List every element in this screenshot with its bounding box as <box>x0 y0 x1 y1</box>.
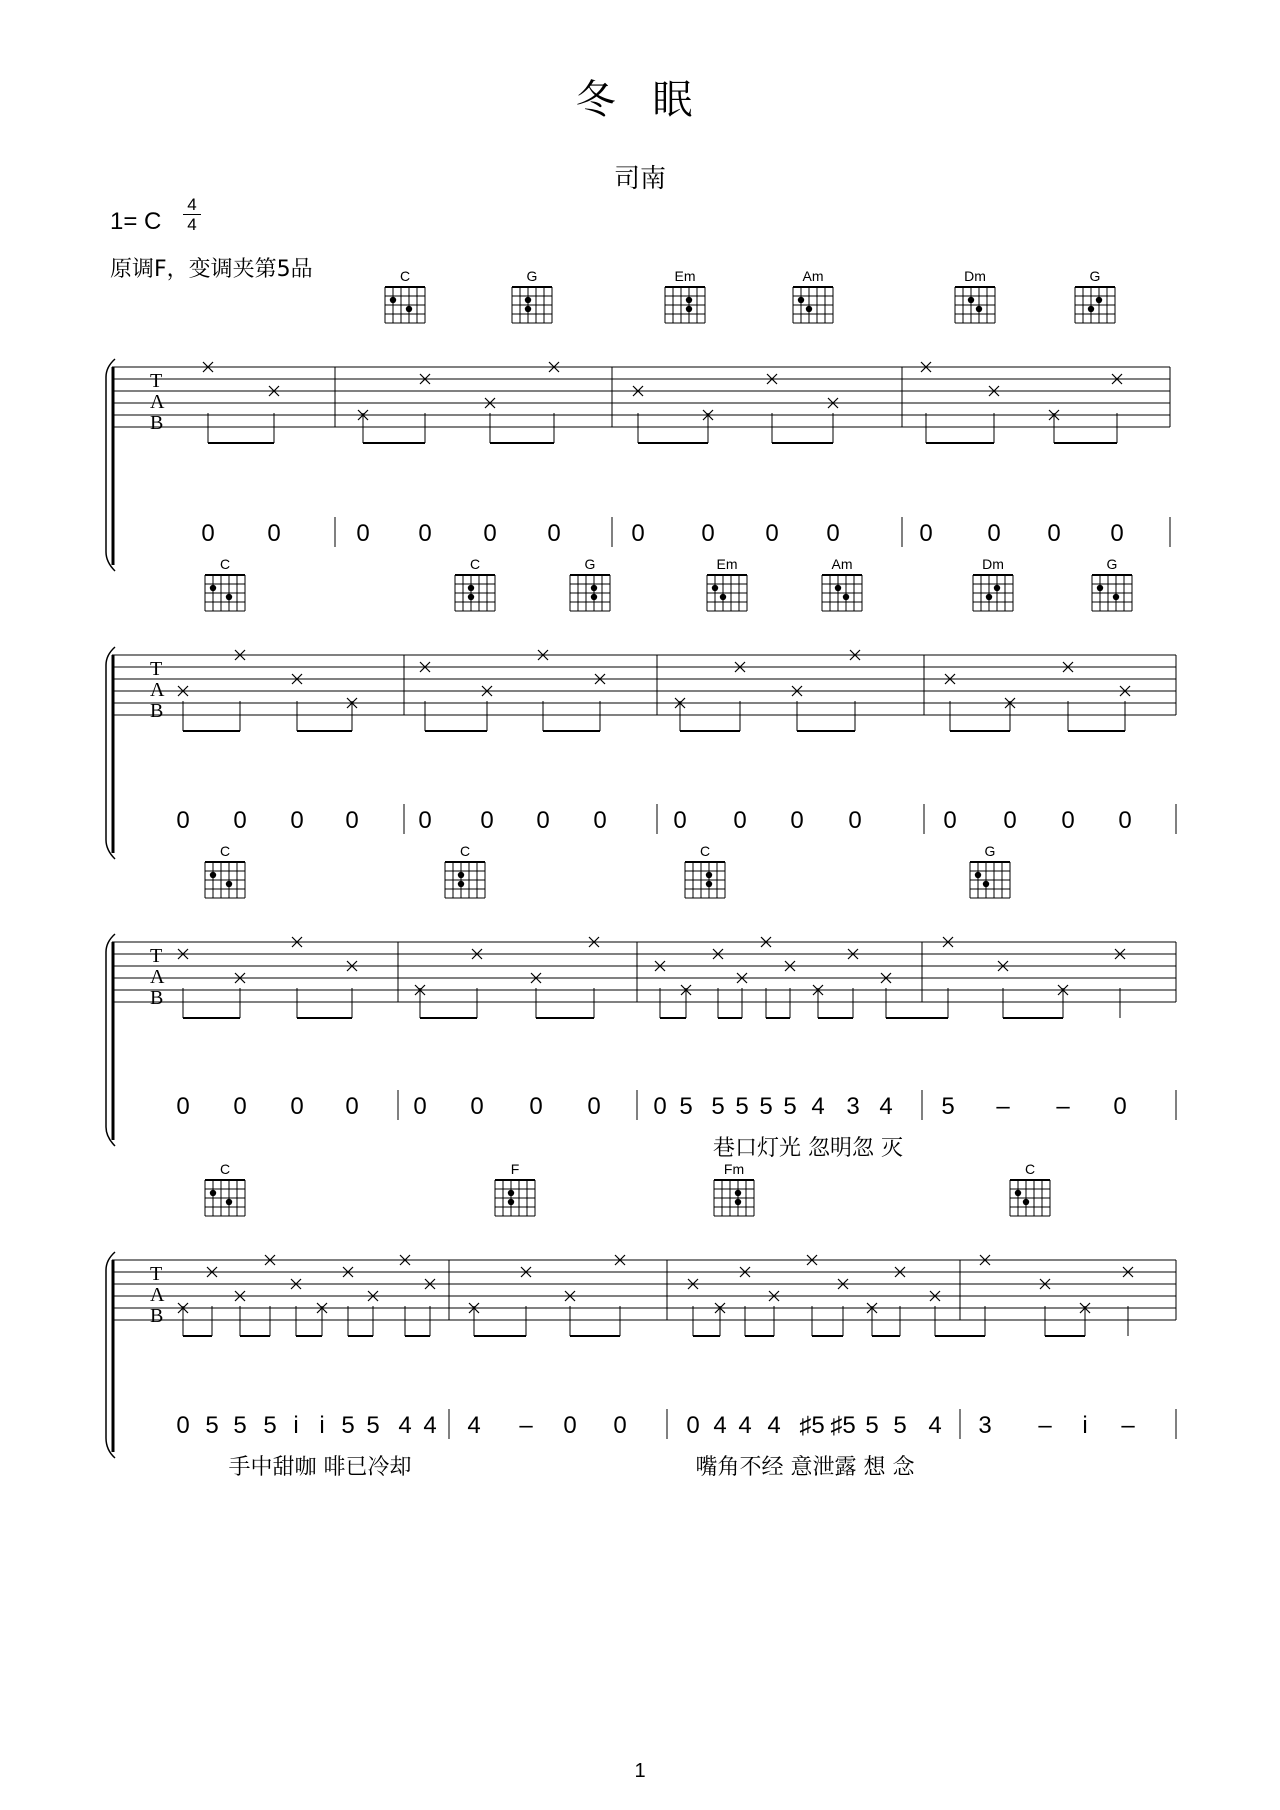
jianpu-note: 0 <box>418 520 432 547</box>
jianpu-note: 0 <box>919 520 933 547</box>
jianpu-note: 5 <box>893 1412 907 1439</box>
lyric-line: 手中甜咖 啡已冷却 <box>228 1455 412 1480</box>
chord-dot <box>706 881 712 887</box>
jianpu-note: 0 <box>1118 807 1132 834</box>
chord-dot <box>468 594 474 600</box>
chord-dot <box>1088 306 1094 312</box>
jianpu-note: 0 <box>631 520 645 547</box>
jianpu-note: 0 <box>593 807 607 834</box>
jianpu-note: 0 <box>536 807 550 834</box>
jianpu-note: 0 <box>176 807 190 834</box>
tab-letter-a: A <box>150 1284 165 1306</box>
chord-dot <box>735 1199 741 1205</box>
chord-dot <box>686 297 692 303</box>
jianpu-note: 0 <box>418 807 432 834</box>
jianpu-note: 0 <box>413 1093 427 1120</box>
chord-dot <box>1113 594 1119 600</box>
chord-dot <box>226 881 232 887</box>
chord-dot <box>210 1190 216 1196</box>
chord-dot <box>686 306 692 312</box>
chord-name: F <box>510 1161 520 1177</box>
chord-name: C <box>219 556 231 572</box>
tab-letter-t: T <box>150 945 163 967</box>
chord-dot <box>976 306 982 312</box>
jianpu-note: 0 <box>673 807 687 834</box>
jianpu-note: 0 <box>345 1093 359 1120</box>
chord-dot <box>468 585 474 591</box>
jianpu-note: 0 <box>826 520 840 547</box>
jianpu-note: 4 <box>928 1412 942 1439</box>
chord-dot <box>706 872 712 878</box>
jianpu-note: 0 <box>943 807 957 834</box>
jianpu-note: 4 <box>398 1412 412 1439</box>
chord-dot <box>806 306 812 312</box>
lyric-line: 嘴角不经 意泄露 想 念 <box>695 1455 915 1480</box>
chord-dot <box>226 594 232 600</box>
chord-name: Dm <box>964 268 986 284</box>
chord-dot <box>843 594 849 600</box>
jianpu-note: 0 <box>653 1093 667 1120</box>
chord-dot <box>994 585 1000 591</box>
chord-name: Am <box>831 556 853 572</box>
jianpu-note: 0 <box>987 520 1001 547</box>
tab-letter-a: A <box>150 966 165 988</box>
chord-dot <box>458 881 464 887</box>
tab-letter-t: T <box>150 658 163 680</box>
chord-dot <box>968 297 974 303</box>
jianpu-note: 0 <box>201 520 215 547</box>
jianpu-note: ♯5 <box>830 1412 856 1439</box>
chord-name: C <box>469 556 481 572</box>
chord-name: G <box>526 268 538 284</box>
jianpu-note: 4 <box>713 1412 727 1439</box>
chord-name: G <box>1106 556 1118 572</box>
chord-dot <box>986 594 992 600</box>
lyric-line: 巷口灯光 忽明忽 灭 <box>713 1136 903 1161</box>
jianpu-note: – <box>1038 1412 1052 1439</box>
chord-dot <box>210 585 216 591</box>
jianpu-note: 0 <box>1061 807 1075 834</box>
chord-dot <box>458 872 464 878</box>
chord-dot <box>798 297 804 303</box>
chord-name: G <box>984 843 996 859</box>
jianpu-note: 0 <box>290 807 304 834</box>
jianpu-note: 0 <box>267 520 281 547</box>
chord-dot <box>720 594 726 600</box>
jianpu-note: 0 <box>790 807 804 834</box>
jianpu-note: 0 <box>1003 807 1017 834</box>
chord-dot <box>835 585 841 591</box>
chord-name: G <box>584 556 596 572</box>
page-number: 1 <box>634 1760 646 1782</box>
jianpu-note: 3 <box>846 1093 860 1120</box>
chord-dot <box>591 594 597 600</box>
chord-dot <box>1096 297 1102 303</box>
chord-dot <box>975 872 981 878</box>
jianpu-note: 5 <box>366 1412 380 1439</box>
chord-name: Em <box>674 268 696 284</box>
chord-dot <box>508 1199 514 1205</box>
chord-name: C <box>699 843 711 859</box>
jianpu-note: 0 <box>483 520 497 547</box>
jianpu-note: 0 <box>290 1093 304 1120</box>
capo-note: 原调F，变调夹第5品 <box>110 257 313 282</box>
chord-name: Em <box>716 556 738 572</box>
chord-dot <box>525 306 531 312</box>
chord-dot <box>525 297 531 303</box>
chord-dot <box>591 585 597 591</box>
tab-letter-t: T <box>150 1263 163 1285</box>
jianpu-note: 0 <box>345 807 359 834</box>
jianpu-note: 5 <box>205 1412 219 1439</box>
jianpu-note: i <box>1082 1412 1088 1439</box>
chord-dot <box>390 297 396 303</box>
jianpu-note: 0 <box>233 807 247 834</box>
chord-name: C <box>399 268 411 284</box>
chord-dot <box>1015 1190 1021 1196</box>
jianpu-note: 0 <box>563 1412 577 1439</box>
jianpu-note: 0 <box>480 807 494 834</box>
jianpu-note: 0 <box>701 520 715 547</box>
jianpu-note: ♯5 <box>799 1412 825 1439</box>
time-signature-top: 4 <box>187 195 197 214</box>
tab-letter-t: T <box>150 370 163 392</box>
chord-name: C <box>1024 1161 1036 1177</box>
jianpu-note: i <box>293 1412 299 1439</box>
jianpu-note: 5 <box>233 1412 247 1439</box>
chord-dot <box>1097 585 1103 591</box>
jianpu-note: 5 <box>263 1412 277 1439</box>
tab-letter-a: A <box>150 679 165 701</box>
tab-letter-b: B <box>150 987 164 1009</box>
chord-name: Dm <box>982 556 1004 572</box>
jianpu-note: 5 <box>941 1093 955 1120</box>
chord-dot <box>735 1190 741 1196</box>
composer: 司南 <box>613 164 666 194</box>
jianpu-note: 5 <box>341 1412 355 1439</box>
key-signature: 1= C <box>110 208 162 235</box>
chord-dot <box>226 1199 232 1205</box>
song-title: 冬 眠 <box>575 77 705 123</box>
jianpu-note: – <box>996 1093 1010 1120</box>
chord-name: Fm <box>723 1161 745 1177</box>
jianpu-note: 0 <box>1113 1093 1127 1120</box>
tab-letter-b: B <box>150 700 164 722</box>
jianpu-note: 0 <box>848 807 862 834</box>
chord-dot <box>1023 1199 1029 1205</box>
jianpu-note: 0 <box>547 520 561 547</box>
jianpu-note: 5 <box>759 1093 773 1120</box>
jianpu-note: 4 <box>811 1093 825 1120</box>
chord-dot <box>983 881 989 887</box>
jianpu-note: – <box>519 1412 533 1439</box>
jianpu-note: 0 <box>765 520 779 547</box>
tab-letter-b: B <box>150 1305 164 1327</box>
jianpu-note: – <box>1056 1093 1070 1120</box>
jianpu-note: 5 <box>711 1093 725 1120</box>
jianpu-note: 0 <box>233 1093 247 1120</box>
jianpu-note: 0 <box>587 1093 601 1120</box>
jianpu-note: 0 <box>686 1412 700 1439</box>
jianpu-note: 4 <box>879 1093 893 1120</box>
tab-letter-a: A <box>150 391 165 413</box>
jianpu-note: 0 <box>613 1412 627 1439</box>
jianpu-note: 4 <box>738 1412 752 1439</box>
jianpu-note: 5 <box>865 1412 879 1439</box>
chord-name: C <box>219 1161 231 1177</box>
jianpu-note: 0 <box>1047 520 1061 547</box>
chord-dot <box>406 306 412 312</box>
jianpu-note: 0 <box>733 807 747 834</box>
jianpu-note: 5 <box>679 1093 693 1120</box>
tab-letter-b: B <box>150 412 164 434</box>
chord-dot <box>712 585 718 591</box>
jianpu-note: 0 <box>356 520 370 547</box>
jianpu-note: i <box>319 1412 325 1439</box>
chord-name: Am <box>802 268 824 284</box>
chord-dot <box>508 1190 514 1196</box>
chord-dot <box>210 872 216 878</box>
jianpu-note: 0 <box>470 1093 484 1120</box>
chord-name: G <box>1089 268 1101 284</box>
jianpu-note: 3 <box>978 1412 992 1439</box>
jianpu-note: 0 <box>1110 520 1124 547</box>
jianpu-note: 4 <box>423 1412 437 1439</box>
jianpu-note: 0 <box>529 1093 543 1120</box>
jianpu-note: 0 <box>176 1412 190 1439</box>
jianpu-note: 0 <box>176 1093 190 1120</box>
time-signature-bottom: 4 <box>187 215 197 234</box>
chord-name: C <box>219 843 231 859</box>
jianpu-note: 5 <box>783 1093 797 1120</box>
jianpu-note: 5 <box>735 1093 749 1120</box>
jianpu-note: 4 <box>767 1412 781 1439</box>
chord-name: C <box>459 843 471 859</box>
jianpu-note: – <box>1121 1412 1135 1439</box>
jianpu-note: 4 <box>467 1412 481 1439</box>
